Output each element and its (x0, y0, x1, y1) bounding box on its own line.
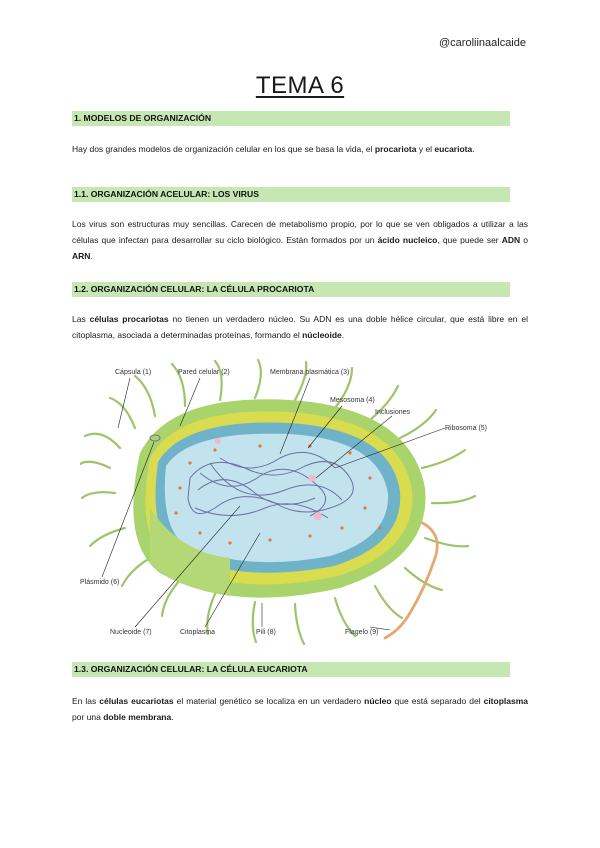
paragraph-eukaryote: En las células eucariotas el material genético se localiza en un verdadero núcleo que está separado del citoplasma por una doble membrana. (72, 696, 528, 722)
author-handle: @caroliinaalcaide (439, 37, 526, 49)
label-cytoplasm: Citoplasma (180, 629, 216, 636)
label-inclusions: Inclusiones (375, 409, 411, 416)
section-heading-1-2: 1.2. ORGANIZACIÓN CELULAR: LA CÉLULA PROCARIOTA (72, 282, 510, 297)
label-flagellum: Flagelo (9) (345, 629, 379, 636)
label-plasmid: Plásmido (6) (80, 579, 120, 586)
page-title: TEMA 6 (255, 72, 345, 99)
paragraph-virus: Los virus son estructuras muy sencillas. Carecen de metabolismo propio, por lo que se ven obligados a utilizar a las células que infectan para desarrollar su ciclo biológico. Están formados por un ácido nucleico, que puede ser ADN o ARN. (72, 219, 528, 261)
label-pili: Pili (8) (256, 629, 276, 636)
prokaryote-cell-diagram (80, 358, 525, 648)
label-plasma-membrane: Membrana plasmática (3) (270, 369, 350, 376)
paragraph-models: Hay dos grandes modelos de organización celular en los que se basa la vida, el procariota y el eucariota. (72, 144, 475, 154)
label-nucleoid: Nucleoide (7) (110, 629, 152, 636)
cell-body-icon (133, 399, 425, 597)
label-capsule: Cápsula (1) (115, 369, 152, 376)
section-heading-1-1: 1.1. ORGANIZACIÓN ACELULAR: LOS VIRUS (72, 187, 510, 202)
section-heading-1-3: 1.3. ORGANIZACIÓN CELULAR: LA CÉLULA EUCARIOTA (72, 662, 510, 677)
label-cell-wall: Pared celular (2) (178, 369, 230, 376)
page-title-wrap (0, 72, 600, 100)
label-ribosome: Ribosoma (5) (445, 425, 488, 432)
label-mesosome: Mesosoma (4) (330, 397, 375, 404)
section-heading-1: 1. MODELOS DE ORGANIZACIÓN (72, 111, 510, 126)
paragraph-prokaryote: Las células procariotas no tienen un verdadero núcleo. Su ADN es una doble hélice circular, que está libre en el citoplasma, asociada a determinadas proteínas, formando el núcleoide. (72, 314, 528, 340)
